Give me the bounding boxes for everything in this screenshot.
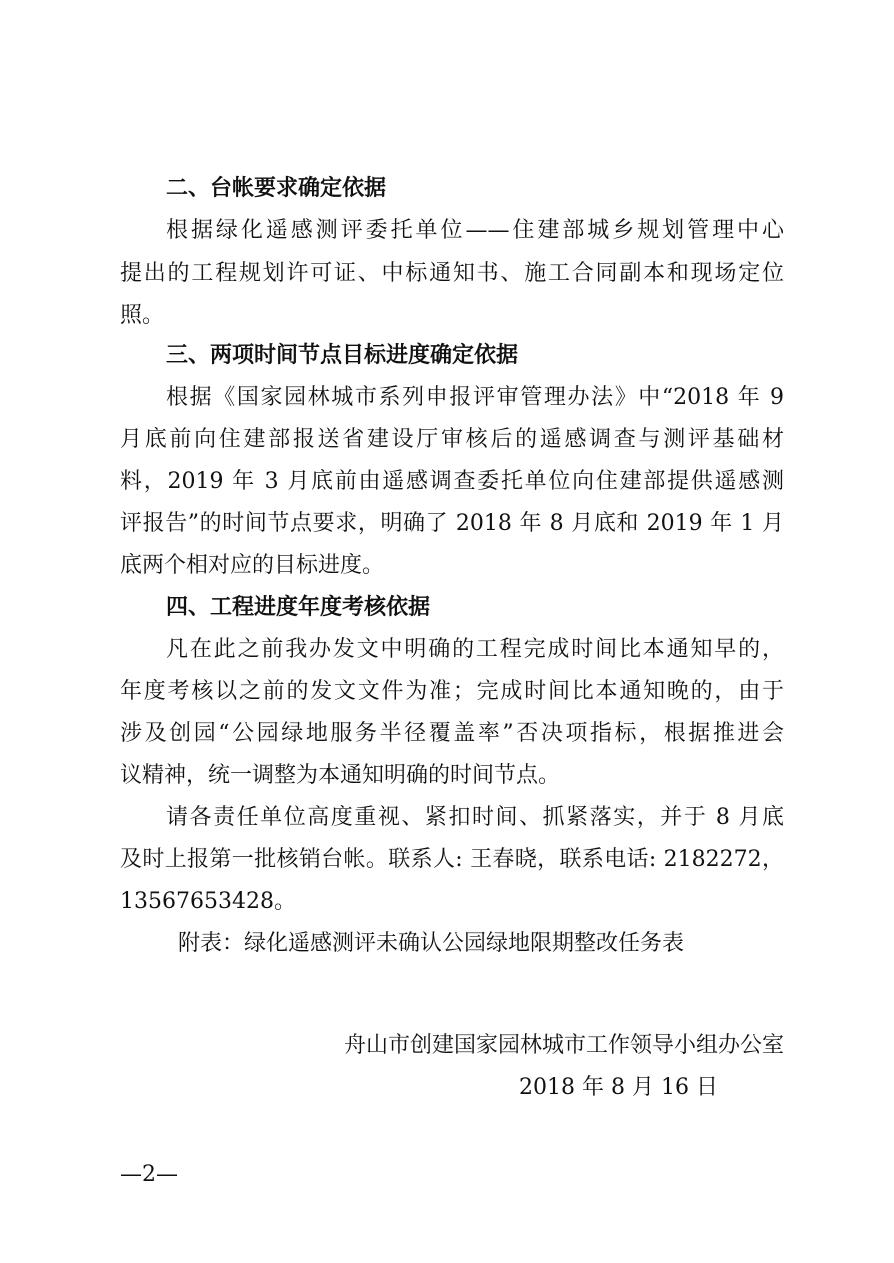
section-3-line-2: 月底前向住建部报送省建设厅审核后的遥感调查与测评基础材 <box>120 427 784 452</box>
closing-line-3: 13567653428。 <box>120 889 296 914</box>
section-3-line-1: 根据《国家园林城市系列申报评审管理办法》中“2018 年 9 <box>166 385 784 410</box>
section-4-line-3: 涉及创园“公园绿地服务半径覆盖率”否决项指标，根据推进会 <box>120 721 784 746</box>
section-3-heading: 三、两项时间节点目标进度确定依据 <box>166 343 519 368</box>
signature-date: 2018 年 8 月 16 日 <box>519 1075 718 1100</box>
signature-org: 舟山市创建国家园林城市工作领导小组办公室 <box>343 1033 784 1058</box>
section-2-heading: 二、台帐要求确定依据 <box>166 176 387 201</box>
section-4-heading: 四、工程进度年度考核依据 <box>166 595 431 620</box>
section-3-line-5: 底两个相对应的目标进度。 <box>120 553 385 578</box>
section-4-line-4: 议精神，统一调整为本通知明确的时间节点。 <box>120 763 561 788</box>
section-4-line-2: 年度考核以之前的发文文件为准；完成时间比本通知晚的，由于 <box>120 679 784 704</box>
section-2-line-1: 根据绿化遥感测评委托单位——住建部城乡规划管理中心 <box>166 218 784 243</box>
page-number: —2— <box>120 1162 178 1187</box>
section-3-line-4: 评报告”的时间节点要求，明确了 2018 年 8 月底和 2019 年 1 月 <box>120 511 784 536</box>
closing-line-1: 请各责任单位高度重视、紧扣时间、抓紧落实，并于 8 月底 <box>166 805 784 830</box>
section-2-line-2: 提出的工程规划许可证、中标通知书、施工合同副本和现场定位 <box>120 261 784 286</box>
section-2-line-3: 照。 <box>120 303 165 328</box>
closing-line-2: 及时上报第一批核销台帐。联系人: 王春晓，联系电话: 2182272， <box>120 847 784 872</box>
attachment-note: 附表：绿化遥感测评未确认公园绿地限期整改任务表 <box>178 931 685 956</box>
section-3-line-3: 料，2019 年 3 月底前由遥感调查委托单位向住建部提供遥感测 <box>120 469 784 494</box>
section-4-line-1: 凡在此之前我办发文中明确的工程完成时间比本通知早的， <box>166 637 784 662</box>
